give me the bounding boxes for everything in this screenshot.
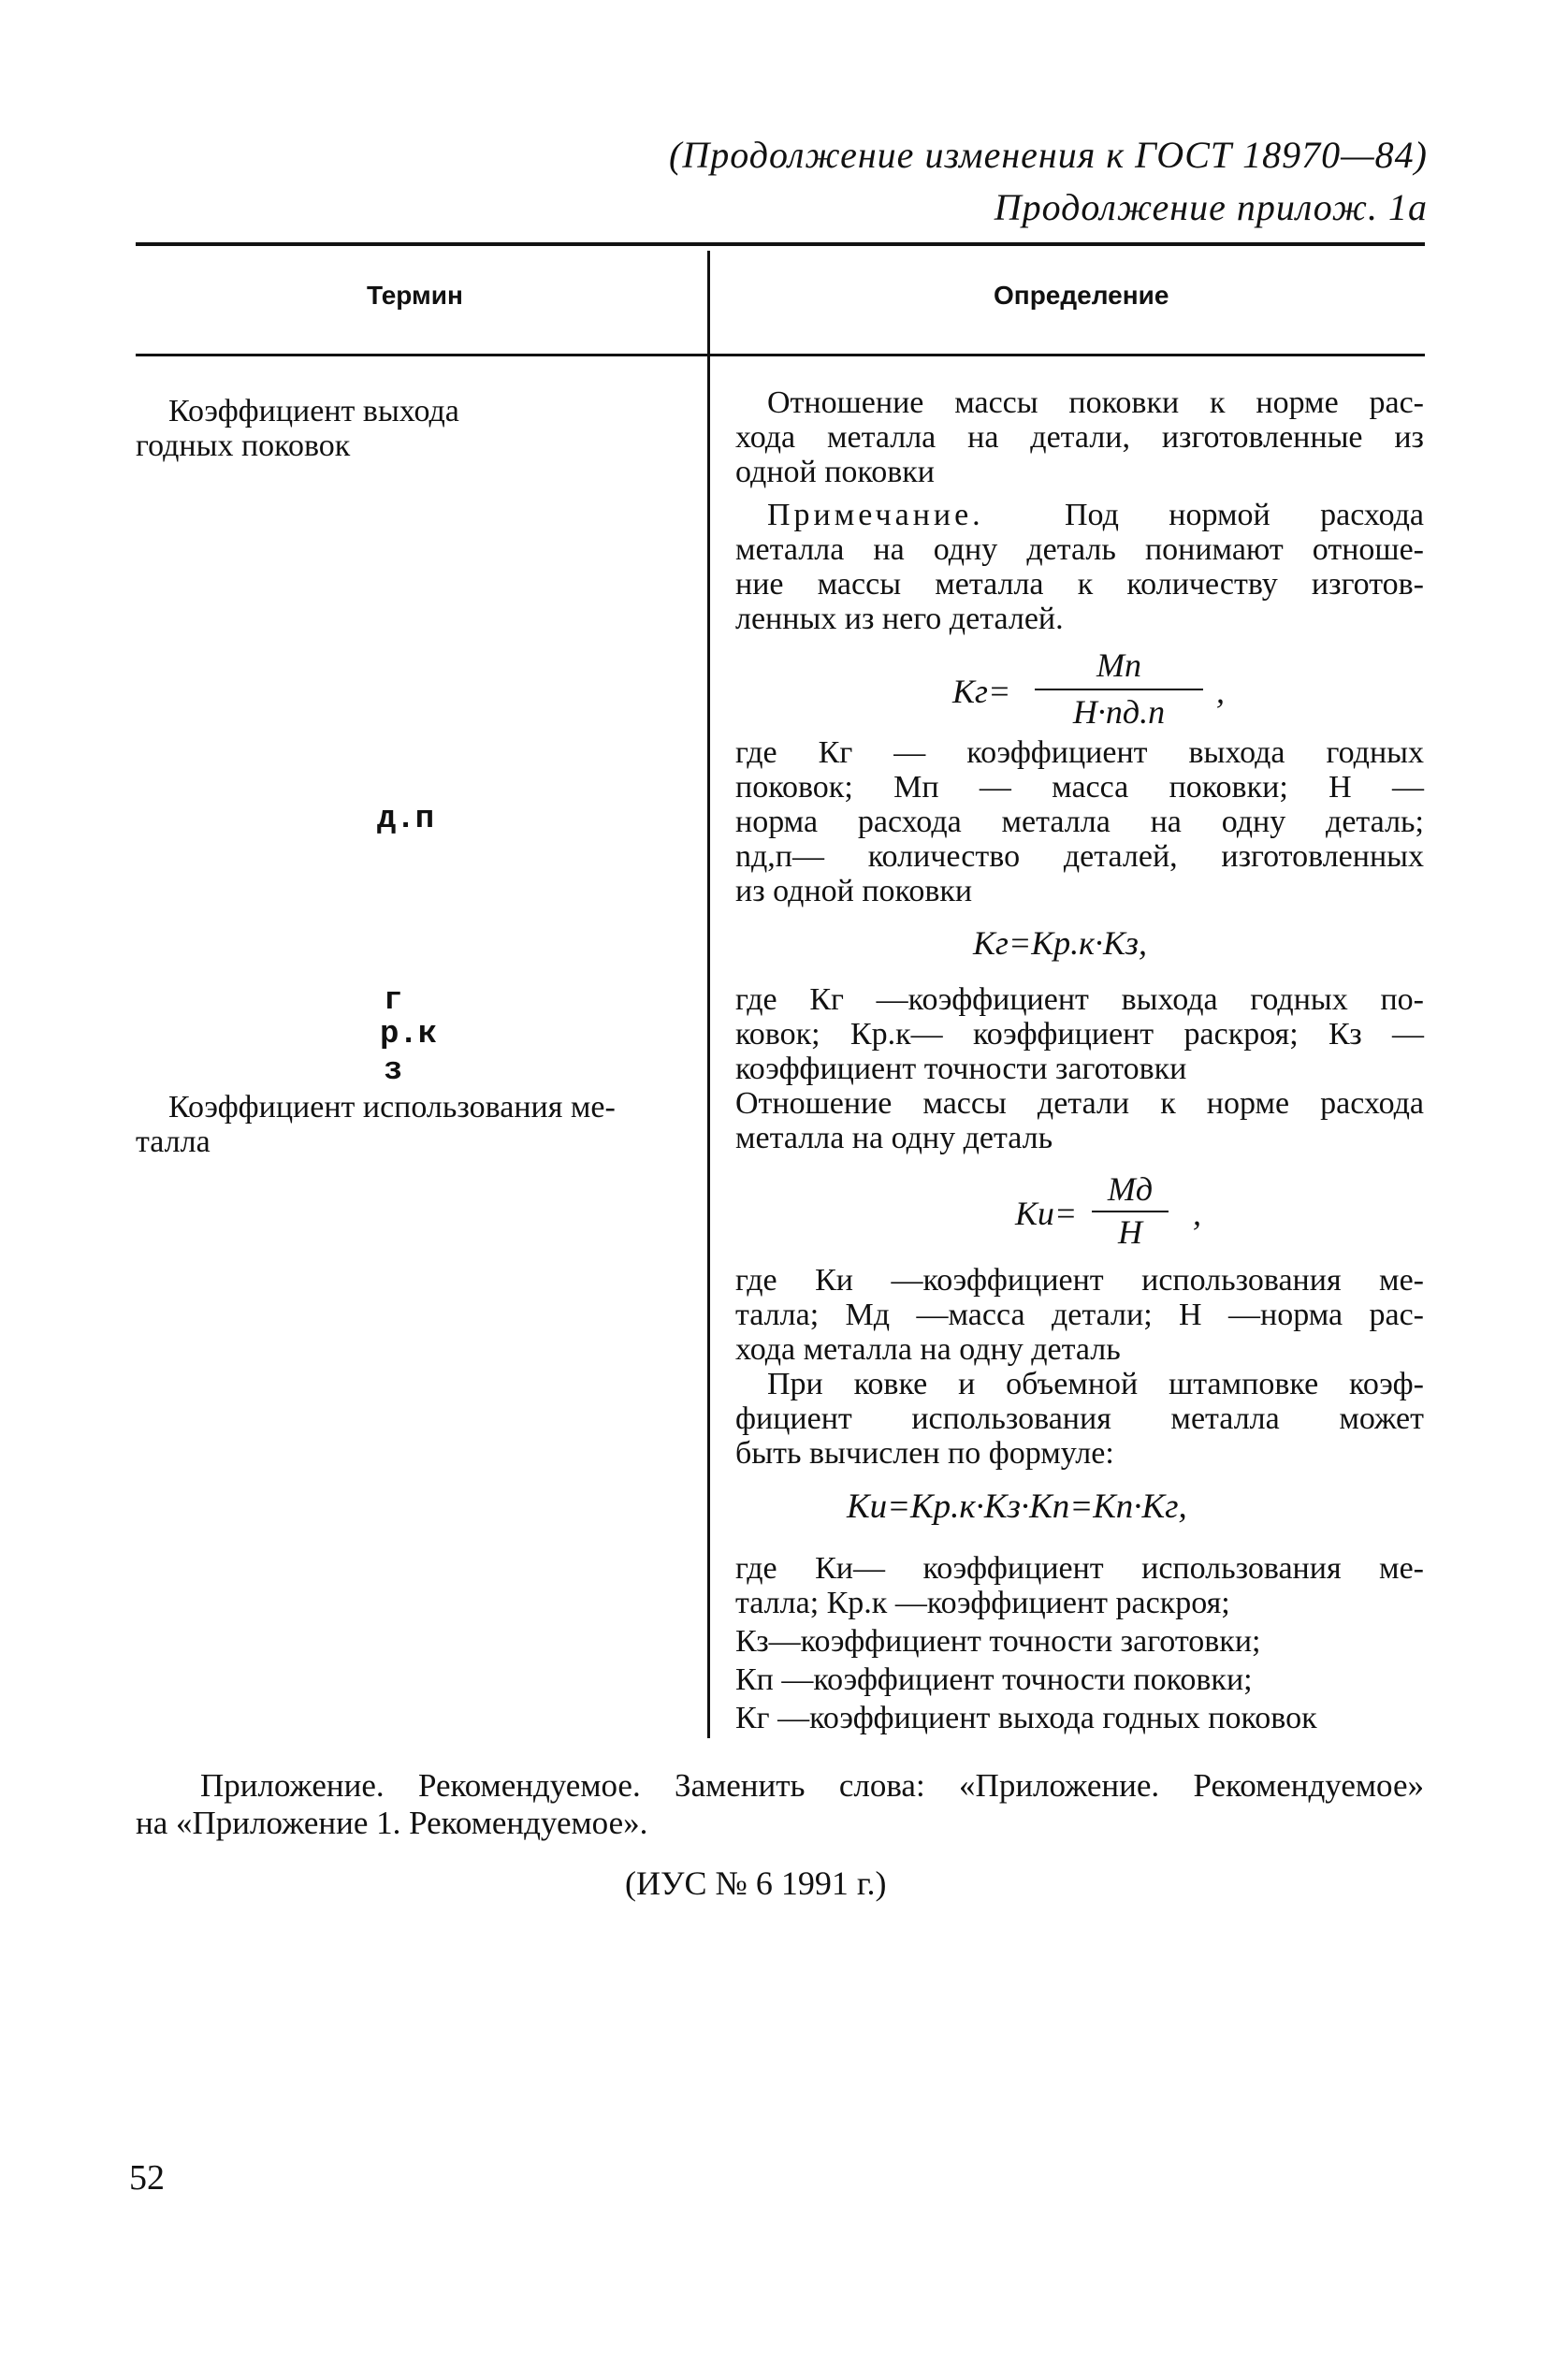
footer-paragraph-line2: на «Приложение 1. Рекомендуемое».	[136, 1805, 648, 1841]
term-yield-line1: Коэффициент выхода	[168, 394, 459, 428]
formula-utilization-numerator: Мд	[1107, 1170, 1154, 1208]
where4-line4: Кп —коэффициент точности поковки;	[735, 1662, 1253, 1697]
header-appendix: Продолжение прилож. 1а	[994, 186, 1428, 228]
where2-line1: где Кг —коэффициент выхода годных по-	[735, 982, 1424, 1017]
formula-utilization-product: Ки=Кр.к·Кз·Кп=Кп·Кг,	[847, 1487, 1187, 1526]
where3-line3: хода металла на одну деталь	[735, 1332, 1121, 1367]
formula-yield-comma: ,	[1216, 673, 1225, 710]
column-header-term: Термин	[367, 281, 463, 310]
note-line2: металла на одну деталь понимают отноше-	[735, 532, 1424, 567]
term-yield-line2: годных поковок	[136, 428, 351, 463]
note-line3: ние массы металла к количеству изготов-	[735, 567, 1424, 602]
term-subscript-rk: р.к	[380, 1017, 438, 1052]
where1-line1: где Кг — коэффициент выхода годных	[735, 735, 1424, 770]
def1-line3: одной поковки	[735, 455, 935, 489]
column-header-definition: Определение	[994, 281, 1169, 310]
formula-utilization-lhs: Ки=	[1015, 1195, 1078, 1232]
ius-reference: (ИУС № 6 1991 г.)	[625, 1864, 887, 1902]
def1-line1: Отношение массы поковки к норме рас-	[767, 385, 1424, 420]
def2-line2: металла на одну деталь	[735, 1121, 1053, 1155]
formula-utilization-denominator: Н	[1118, 1213, 1142, 1251]
table-column-divider	[707, 251, 710, 1738]
where4-line1: где Ки— коэффициент использования ме-	[735, 1551, 1424, 1586]
page-number: 52	[129, 2158, 165, 2198]
def2-line1: Отношение массы детали к норме расхода	[735, 1086, 1424, 1121]
where4-line2: талла; Кр.к —коэффициент раскроя;	[735, 1586, 1230, 1620]
formula-utilization-comma: ,	[1193, 1195, 1201, 1232]
def1-line2: хода металла на детали, изготовленные из	[735, 420, 1424, 455]
where1-line3: норма расхода металла на одну деталь;	[735, 805, 1424, 839]
table-top-rule	[136, 242, 1425, 246]
where1-line2: поковок; Мп — масса поковки; Н —	[735, 770, 1424, 805]
table-header-rule	[136, 354, 1425, 356]
where1-line5: из одной поковки	[735, 874, 973, 908]
formula-yield	[952, 646, 1233, 734]
where1-line4: nд,п— количество деталей, изготовленных	[735, 839, 1424, 874]
term-utilization-line2: талла	[136, 1124, 211, 1159]
term-subscript-g: г	[384, 983, 403, 1019]
where2-line3: коэффициент точности заготовки	[735, 1052, 1187, 1086]
where4-line5: Кг —коэффициент выхода годных поковок	[735, 1701, 1317, 1735]
header-continuation: (Продолжение изменения к ГОСТ 18970—84)	[669, 134, 1428, 176]
footer-paragraph-line1: Приложение. Рекомендуемое. Заменить слова: «Приложение. Рекомендуемое»	[200, 1767, 1424, 1804]
where3-para3: быть вычислен по формуле:	[735, 1436, 1114, 1471]
term-subscript-z: з	[384, 1053, 403, 1089]
formula-yield-lhs: Кг=	[952, 673, 1011, 710]
where3-para2: фициент использования металла может	[735, 1401, 1424, 1436]
formula-yield-product: Кг=Кр.к·Кз,	[973, 924, 1147, 962]
formula-utilization	[1015, 1169, 1202, 1254]
where3-para1: При ковке и объемной штамповке коэф-	[767, 1367, 1424, 1401]
where2-line2: ковок; Кр.к— коэффициент раскроя; Кз —	[735, 1017, 1424, 1052]
note-line4: ленных из него деталей.	[735, 602, 1064, 636]
where3-line2: талла; Мд —масса детали; Н —норма рас-	[735, 1298, 1424, 1332]
formula-yield-denominator: Н·nд.п	[1072, 693, 1166, 731]
note-label	[767, 498, 984, 532]
note-line1: Под нормой расхода	[1065, 498, 1424, 532]
where4-line3: Кз—коэффициент точности заготовки;	[735, 1624, 1261, 1659]
formula-yield-bar	[1035, 689, 1203, 690]
term-utilization-line1: Коэффициент использования ме-	[168, 1090, 616, 1124]
formula-yield-numerator: Мп	[1096, 646, 1141, 684]
where3-line1: где Ки —коэффициент использования ме-	[735, 1263, 1424, 1298]
note-label-text: Примечание.	[767, 498, 984, 532]
term-subscript-dp: д.п	[377, 802, 435, 837]
